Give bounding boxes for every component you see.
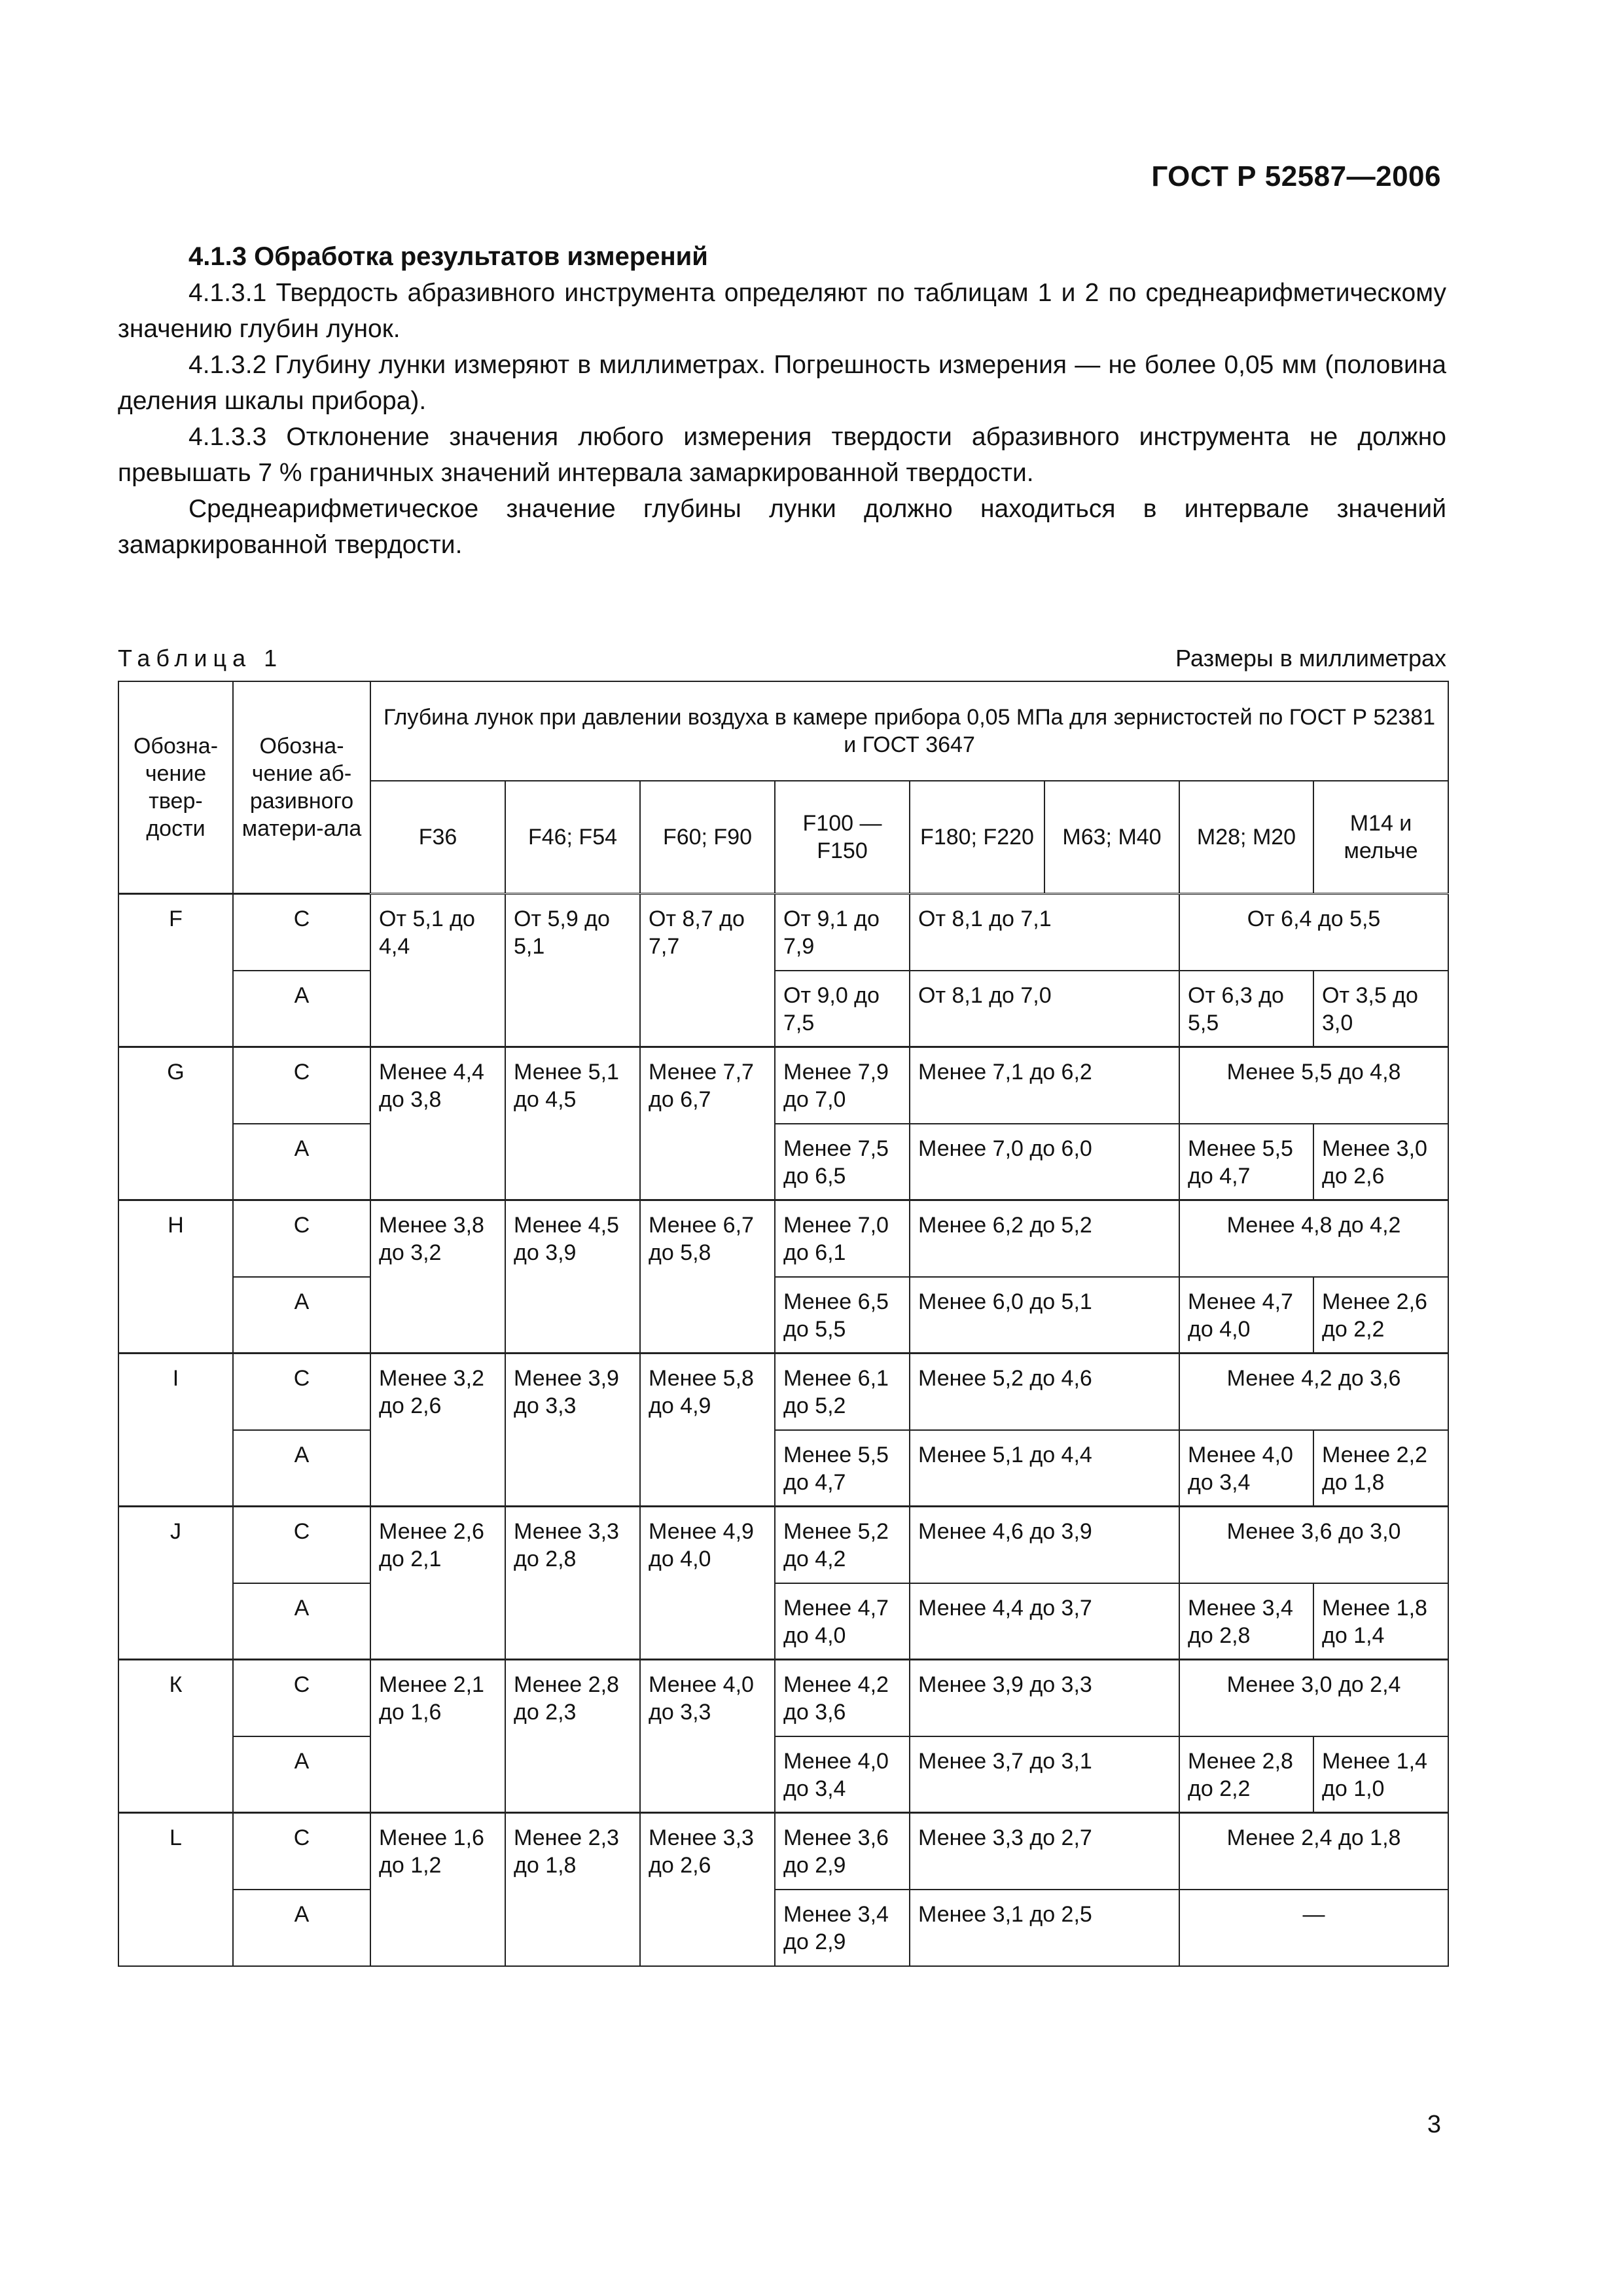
depth-cell: Менее 4,7 до 4,0 — [1179, 1277, 1313, 1354]
depth-cell: Менее 5,5 до 4,8 — [1179, 1047, 1448, 1124]
table-row — [118, 1583, 1448, 1660]
material-cell: С — [233, 1507, 370, 1583]
depth-cell: Менее 7,7 до 6,7 — [640, 1047, 775, 1200]
depth-cell: Менее 3,6 до 2,9 — [775, 1813, 910, 1890]
depth-cell: Менее 6,5 до 5,5 — [775, 1277, 910, 1354]
hardness-table — [118, 681, 1449, 1967]
depth-cell: — — [1179, 1890, 1448, 1966]
depth-cell: Менее 6,2 до 5,2 — [910, 1200, 1179, 1277]
material-cell: А — [233, 1736, 370, 1813]
header-grit: M28; M20 — [1179, 781, 1313, 894]
hardness-cell: G — [118, 1047, 233, 1200]
depth-cell: Менее 4,9 до 4,0 — [640, 1507, 775, 1660]
depth-cell: От 8,7 до 7,7 — [640, 894, 775, 1047]
material-cell: А — [233, 1890, 370, 1966]
table-row — [118, 894, 1448, 971]
material-cell: А — [233, 971, 370, 1047]
paragraph-4-1-3-1: 4.1.3.1 Твердость абразивного инструмента определяют по таблицам 1 и 2 по среднеарифметическому значению глубин лунок. — [118, 279, 1446, 343]
depth-cell: Менее 3,4 до 2,8 — [1179, 1583, 1313, 1660]
table-row — [118, 1047, 1448, 1124]
depth-cell: Менее 3,9 до 3,3 — [910, 1660, 1179, 1736]
depth-cell: Менее 7,0 до 6,0 — [910, 1124, 1179, 1200]
hardness-cell: J — [118, 1507, 233, 1660]
hardness-cell: К — [118, 1660, 233, 1813]
header-grit: F100 — F150 — [775, 781, 910, 894]
table-row — [118, 1507, 1448, 1583]
header-grit: M63; M40 — [1044, 781, 1179, 894]
header-grit: F46; F54 — [505, 781, 640, 894]
header-grit: F60; F90 — [640, 781, 775, 894]
material-cell: С — [233, 1200, 370, 1277]
header-grit: F36 — [370, 781, 505, 894]
depth-cell: Менее 3,2 до 2,6 — [370, 1354, 505, 1507]
depth-cell: От 5,1 до 4,4 — [370, 894, 505, 1047]
depth-cell: Менее 3,4 до 2,9 — [775, 1890, 910, 1966]
depth-cell: Менее 5,2 до 4,6 — [910, 1354, 1179, 1430]
depth-cell: Менее 4,5 до 3,9 — [505, 1200, 640, 1354]
depth-cell: Менее 4,0 до 3,3 — [640, 1660, 775, 1813]
header-depth-group: Глубина лунок при давлении воздуха в камере прибора 0,05 МПа для зернистостей по ГОСТ Р 52381 и ГОСТ 3647 — [370, 681, 1448, 781]
header-grit: F180; F220 — [910, 781, 1044, 894]
depth-cell: От 6,3 до 5,5 — [1179, 971, 1313, 1047]
table-row — [118, 1277, 1448, 1354]
depth-cell: Менее 4,7 до 4,0 — [775, 1583, 910, 1660]
material-cell: А — [233, 1430, 370, 1507]
depth-cell: Менее 3,3 до 2,6 — [640, 1813, 775, 1966]
depth-cell: Менее 1,8 до 1,4 — [1313, 1583, 1448, 1660]
depth-cell: Менее 3,9 до 3,3 — [505, 1354, 640, 1507]
header-material: Обозна-чение аб-разивного матери-ала — [233, 681, 370, 894]
depth-cell: Менее 7,1 до 6,2 — [910, 1047, 1179, 1124]
depth-cell: Менее 4,0 до 3,4 — [1179, 1430, 1313, 1507]
section-title: 4.1.3 Обработка результатов измерений — [188, 242, 708, 271]
page-number: 3 — [1427, 2111, 1441, 2138]
depth-cell: Менее 2,4 до 1,8 — [1179, 1813, 1448, 1890]
depth-cell: Менее 5,1 до 4,5 — [505, 1047, 640, 1200]
material-cell: А — [233, 1277, 370, 1354]
header-hardness: Обозна-чение твер-дости — [118, 681, 233, 894]
depth-cell: Менее 2,6 до 2,1 — [370, 1507, 505, 1660]
depth-cell: Менее 4,4 до 3,7 — [910, 1583, 1179, 1660]
hardness-cell: L — [118, 1813, 233, 1966]
table-row — [118, 971, 1448, 1047]
depth-cell: Менее 5,1 до 4,4 — [910, 1430, 1179, 1507]
depth-cell: Менее 2,6 до 2,2 — [1313, 1277, 1448, 1354]
depth-cell: Менее 3,1 до 2,5 — [910, 1890, 1179, 1966]
depth-cell: Менее 3,0 до 2,6 — [1313, 1124, 1448, 1200]
depth-cell: Менее 4,4 до 3,8 — [370, 1047, 505, 1200]
depth-cell: Менее 5,8 до 4,9 — [640, 1354, 775, 1507]
table-row — [118, 1813, 1448, 1890]
depth-cell: От 3,5 до 3,0 — [1313, 971, 1448, 1047]
depth-cell: Менее 5,2 до 4,2 — [775, 1507, 910, 1583]
depth-cell: Менее 3,0 до 2,4 — [1179, 1660, 1448, 1736]
depth-cell: От 9,1 до 7,9 — [775, 894, 910, 971]
depth-cell: Менее 3,3 до 2,7 — [910, 1813, 1179, 1890]
material-cell: С — [233, 894, 370, 971]
depth-cell: Менее 6,1 до 5,2 — [775, 1354, 910, 1430]
depth-cell: Менее 3,8 до 3,2 — [370, 1200, 505, 1354]
depth-cell: Менее 4,2 до 3,6 — [775, 1660, 910, 1736]
depth-cell: От 8,1 до 7,1 — [910, 894, 1179, 971]
section-body — [118, 239, 1446, 563]
material-cell: С — [233, 1354, 370, 1430]
document-id: ГОСТ Р 52587—2006 — [1151, 160, 1441, 192]
hardness-cell: I — [118, 1354, 233, 1507]
table-units: Размеры в миллиметрах — [1175, 645, 1446, 672]
table-row — [118, 1890, 1448, 1966]
depth-cell: Менее 2,1 до 1,6 — [370, 1660, 505, 1813]
depth-cell: Менее 2,8 до 2,2 — [1179, 1736, 1313, 1813]
paragraph-4-1-3-2: 4.1.3.2 Глубину лунки измеряют в миллиметрах. Погрешность измерения — не более 0,05 мм (половина деления шкалы прибора). — [118, 351, 1446, 415]
table-row — [118, 1124, 1448, 1200]
material-cell: С — [233, 1660, 370, 1736]
depth-cell: Менее 1,6 до 1,2 — [370, 1813, 505, 1966]
depth-cell: От 8,1 до 7,0 — [910, 971, 1179, 1047]
depth-cell: Менее 5,5 до 4,7 — [1179, 1124, 1313, 1200]
depth-cell: От 5,9 до 5,1 — [505, 894, 640, 1047]
depth-cell: От 6,4 до 5,5 — [1179, 894, 1448, 971]
depth-cell: Менее 3,7 до 3,1 — [910, 1736, 1179, 1813]
material-cell: А — [233, 1124, 370, 1200]
hardness-cell: H — [118, 1200, 233, 1354]
hardness-cell: F — [118, 894, 233, 1047]
table-body — [118, 894, 1448, 1966]
depth-cell: Менее 5,5 до 4,7 — [775, 1430, 910, 1507]
header-grit: M14 и мельче — [1313, 781, 1448, 894]
depth-cell: Менее 6,0 до 5,1 — [910, 1277, 1179, 1354]
table-caption — [118, 645, 1446, 672]
table-row — [118, 1660, 1448, 1736]
depth-cell: Менее 2,8 до 2,3 — [505, 1660, 640, 1813]
table-row — [118, 1736, 1448, 1813]
depth-cell: Менее 4,2 до 3,6 — [1179, 1354, 1448, 1430]
table-row — [118, 1354, 1448, 1430]
depth-cell: Менее 4,6 до 3,9 — [910, 1507, 1179, 1583]
depth-cell: Менее 4,0 до 3,4 — [775, 1736, 910, 1813]
material-cell: С — [233, 1047, 370, 1124]
table-row — [118, 1200, 1448, 1277]
depth-cell: Менее 7,5 до 6,5 — [775, 1124, 910, 1200]
paragraph-4-1-3-3: 4.1.3.3 Отклонение значения любого измерения твердости абразивного инструмента не должно превышать 7 % граничных значений интервала замаркированной твердости. — [118, 423, 1446, 487]
depth-cell: Менее 3,3 до 2,8 — [505, 1507, 640, 1660]
depth-cell: Менее 6,7 до 5,8 — [640, 1200, 775, 1354]
depth-cell: Менее 2,2 до 1,8 — [1313, 1430, 1448, 1507]
material-cell: А — [233, 1583, 370, 1660]
depth-cell: Менее 4,8 до 4,2 — [1179, 1200, 1448, 1277]
material-cell: С — [233, 1813, 370, 1890]
paragraph-average: Среднеарифметическое значение глубины лунки должно находиться в интервале значений замаркированной твердости. — [118, 495, 1446, 559]
table-title: Таблица 1 — [118, 645, 283, 672]
depth-cell: От 9,0 до 7,5 — [775, 971, 910, 1047]
depth-cell: Менее 1,4 до 1,0 — [1313, 1736, 1448, 1813]
depth-cell: Менее 3,6 до 3,0 — [1179, 1507, 1448, 1583]
table-row — [118, 1430, 1448, 1507]
depth-cell: Менее 7,9 до 7,0 — [775, 1047, 910, 1124]
depth-cell: Менее 7,0 до 6,1 — [775, 1200, 910, 1277]
depth-cell: Менее 2,3 до 1,8 — [505, 1813, 640, 1966]
